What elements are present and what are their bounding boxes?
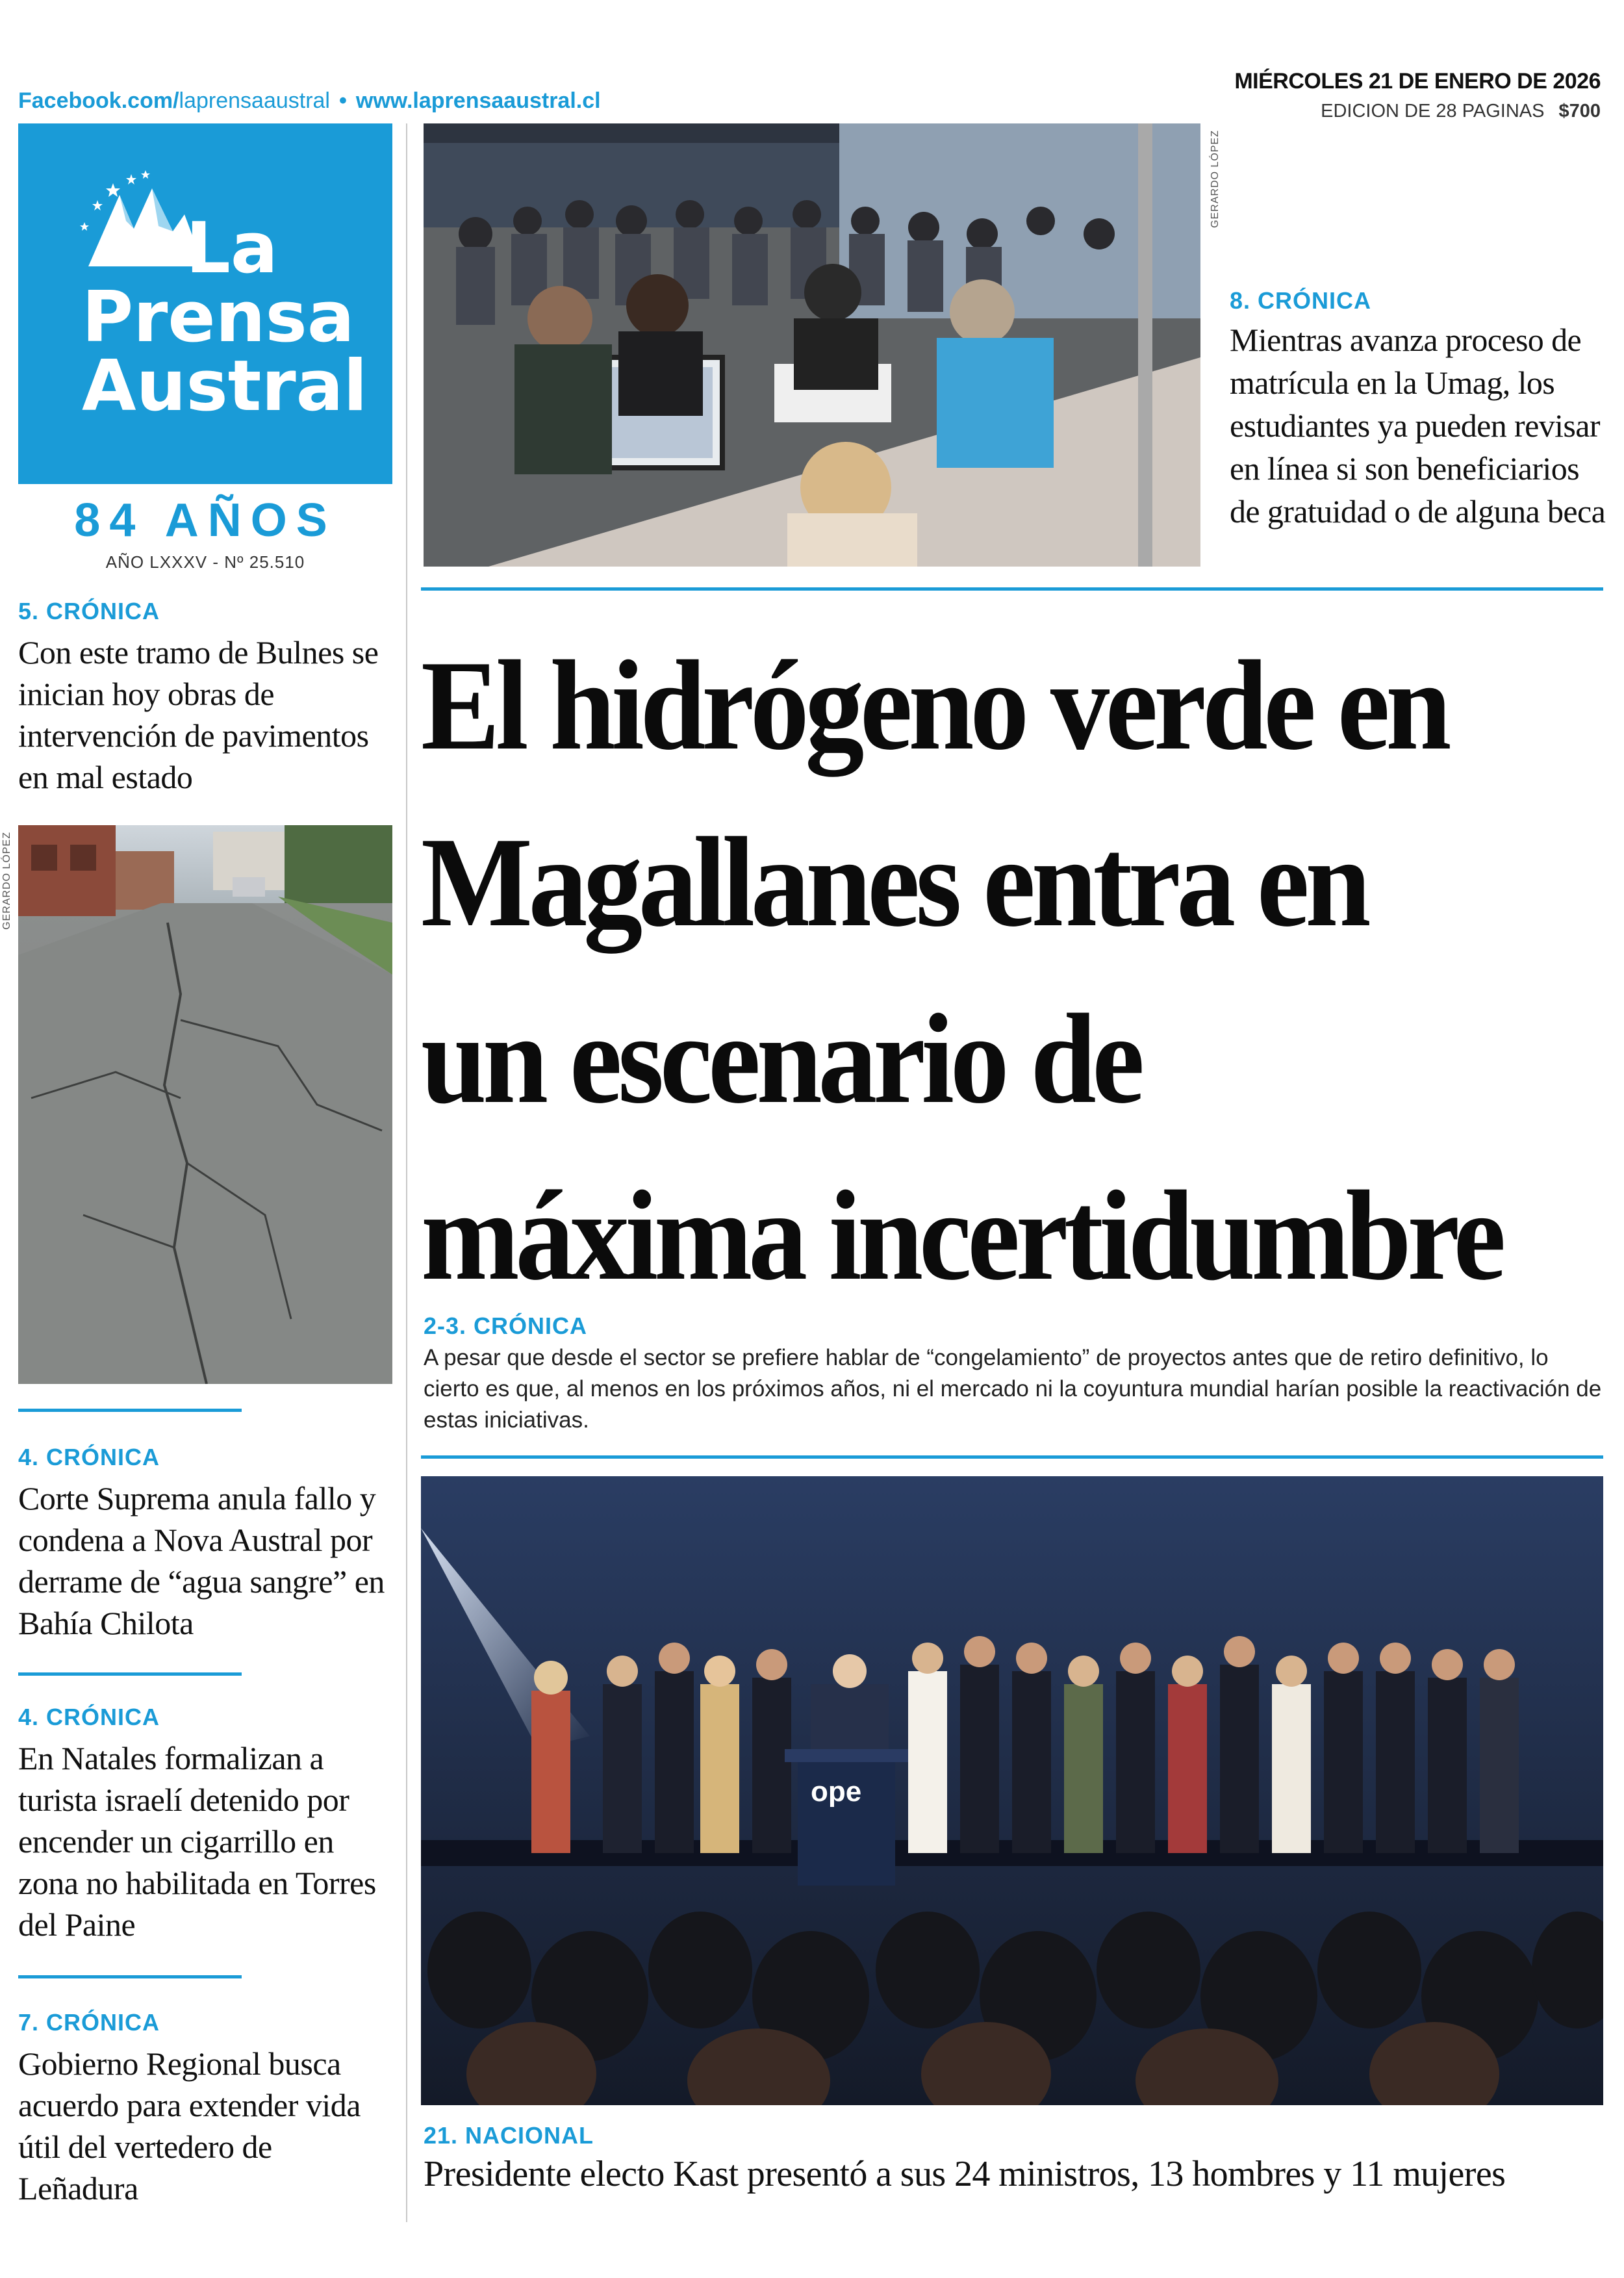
- section-tag: 8. CRÓNICA: [1230, 287, 1372, 314]
- section-tag: 2-3. CRÓNICA: [424, 1312, 588, 1339]
- edition-pages: EDICION DE 28 PAGINAS: [1321, 101, 1545, 122]
- divider-rule: [421, 587, 1603, 591]
- section-tag: 21. NACIONAL: [424, 2122, 594, 2149]
- divider-rule: [421, 1455, 1603, 1459]
- teaser-headline: Mientras avanza proceso de matrícula en la Umag, los estudiantes ya pueden revisar en línea si son beneficiarios de gratuidad o de alguna beca: [1230, 322, 1606, 530]
- divider-rule: [18, 1975, 242, 1978]
- divider-rule: [18, 1409, 242, 1412]
- section-tag: 4. CRÓNICA: [18, 1704, 160, 1730]
- main-lead: [424, 1312, 1603, 1436]
- story-headline: Corte Suprema anula fallo y condena a Nova Austral por derrame de “agua sangre” en Bahía Chilota: [18, 1480, 385, 1641]
- cabinet-photo-image: [421, 1476, 1603, 2105]
- left-story-3[interactable]: [18, 1704, 395, 1945]
- top-teaser[interactable]: [1230, 287, 1613, 533]
- main-headline[interactable]: El hidrógeno verde en Magallanes entra en un escenario de máxima incertidumbre: [421, 634, 1502, 1307]
- cabinet-photo: [421, 1476, 1603, 2105]
- separator: •: [339, 88, 347, 113]
- column-divider: [406, 123, 407, 2222]
- website-link[interactable]: www.laprensaaustral.cl: [355, 88, 601, 113]
- date-block: [1234, 69, 1601, 122]
- bottom-headline: Presidente electo Kast presentó a sus 24 ministros, 13 hombres y 11 mujeres: [424, 2154, 1506, 2194]
- logo-line-1: La: [186, 208, 278, 289]
- podium-logo-text: ope: [811, 1776, 862, 1808]
- divider-rule: [18, 1672, 242, 1676]
- enrollment-photo-credit: GERARDO LÓPEZ: [1210, 130, 1221, 228]
- edition-info: [1234, 101, 1601, 122]
- enrollment-photo: [424, 123, 1200, 567]
- lead-text: A pesar que desde el sector se prefiere hablar de “congelamiento” de proyectos antes que de retiro definitivo, lo cierto es que, al menos en los próximos años, ni el mercado ni la coyuntura mundial harían posible la reactivación de estas iniciativas.: [424, 1345, 1602, 1433]
- story-headline: Gobierno Regional busca acuerdo para extender vida útil del vertedero de Leñadura: [18, 2045, 361, 2207]
- left-story-4[interactable]: [18, 2009, 395, 2209]
- story-headline: Con este tramo de Bulnes se inician hoy obras de intervención de pavimentos en mal estado: [18, 634, 379, 795]
- section-tag: 7. CRÓNICA: [18, 2009, 160, 2036]
- logo-line-3: Austral: [82, 345, 368, 427]
- story-headline: En Natales formalizan a turista israelí detenido por encender un cigarrillo en zona no habilitada en Torres del Paine: [18, 1740, 376, 1943]
- publication-date: MIÉRCOLES 21 DE ENERO DE 2026: [1234, 69, 1601, 94]
- issue-number: AÑO LXXXV - Nº 25.510: [105, 552, 305, 572]
- street-photo-credit: GERARDO LÓPEZ: [1, 832, 12, 930]
- facebook-handle: laprensaaustral: [179, 88, 330, 113]
- bottom-story[interactable]: [424, 2122, 1603, 2195]
- left-story-1[interactable]: [18, 598, 395, 798]
- logo-wordmark: [82, 208, 368, 427]
- logo-line-2: Prensa: [82, 276, 355, 358]
- facebook-link[interactable]: Facebook.com/laprensaaustral: [18, 88, 330, 113]
- enrollment-photo-image: [424, 123, 1200, 567]
- price: $700: [1558, 101, 1601, 122]
- section-tag: 4. CRÓNICA: [18, 1444, 160, 1470]
- anniversary: 84 AÑOS: [74, 494, 336, 546]
- section-tag: 5. CRÓNICA: [18, 598, 160, 624]
- masthead-logo: [18, 123, 392, 484]
- top-links: [18, 88, 601, 114]
- left-story-2[interactable]: [18, 1444, 395, 1644]
- street-photo-image: [18, 825, 392, 1384]
- street-photo: [18, 825, 392, 1384]
